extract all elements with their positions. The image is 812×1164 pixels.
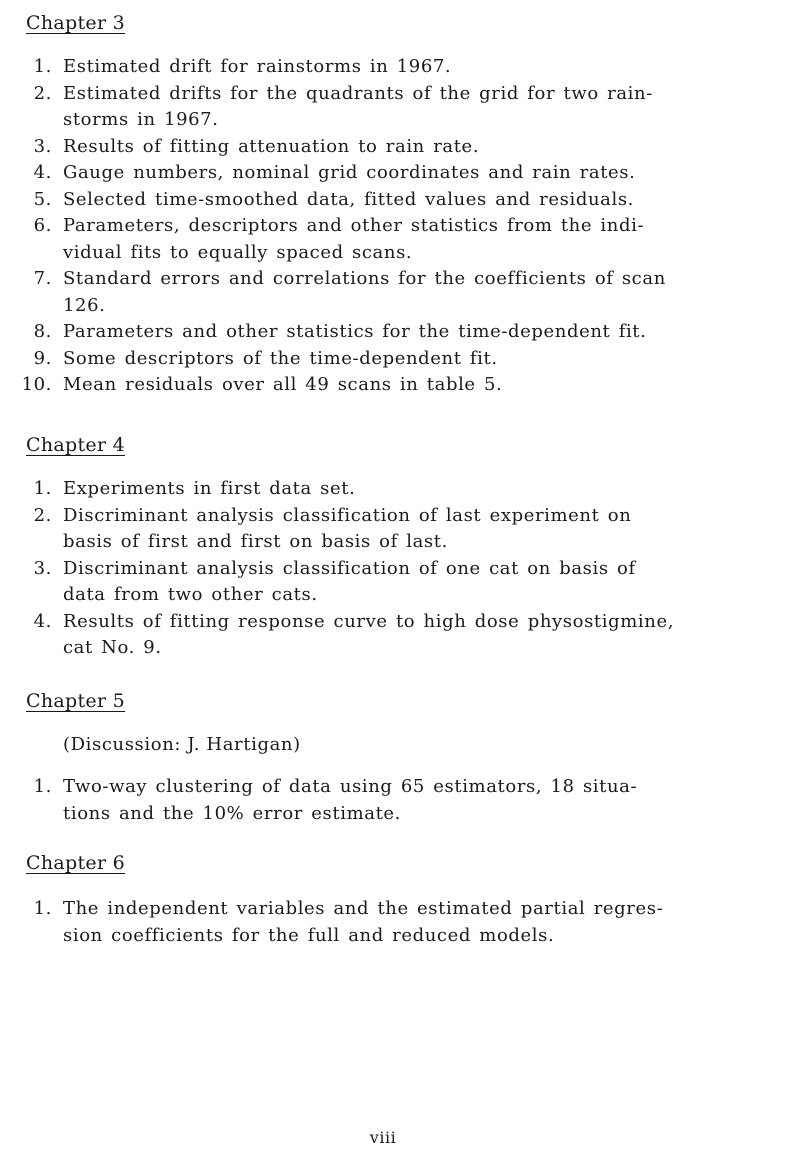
list-item — [0, 134, 812, 161]
item-text-line: Parameters and other statistics for the time-dependent fit. — [63, 321, 647, 342]
list-item — [0, 609, 812, 662]
item-text-line: Selected time-smoothed data, fitted values and residuals. — [63, 188, 634, 210]
item-text-line: storms in 1967. — [63, 109, 219, 130]
item-number: 8. — [33, 321, 52, 342]
item-number: 3. — [33, 557, 52, 579]
list-item — [0, 774, 812, 827]
list-item — [0, 556, 812, 609]
item-number: 1. — [33, 776, 52, 797]
list-item — [0, 372, 812, 399]
chapter-5-heading: Chapter 5 — [26, 690, 126, 712]
item-text-line: Parameters, descriptors and other statistics from the indi- — [63, 215, 645, 236]
list-item — [0, 476, 812, 503]
item-number: 10. — [21, 374, 52, 395]
item-number: 4. — [33, 162, 52, 183]
item-text-line: Results of fitting attenuation to rain rate. — [63, 135, 480, 157]
item-number: 6. — [33, 215, 52, 236]
item-text-line: 126. — [63, 294, 106, 316]
item-text-line: Experiments in first data set. — [63, 478, 356, 499]
item-number: 5. — [33, 188, 52, 210]
item-number: 7. — [33, 268, 52, 289]
item-number: 3. — [33, 135, 52, 157]
item-text-line: cat No. 9. — [63, 637, 162, 658]
item-number: 1. — [33, 56, 52, 77]
chapter-3-heading: Chapter 3 — [26, 12, 126, 34]
list-item — [0, 81, 812, 134]
item-text-line: Estimated drifts for the quadrants of the grid for two rain- — [63, 82, 653, 104]
list-item — [0, 266, 812, 319]
chapter-3-list — [0, 54, 812, 399]
list-item — [0, 54, 812, 81]
item-number: 1. — [33, 898, 52, 919]
list-item — [0, 503, 812, 556]
list-item — [0, 213, 812, 266]
chapter-4-heading: Chapter 4 — [26, 434, 126, 456]
item-text-line: Some descriptors of the time-dependent fit. — [63, 347, 498, 369]
list-item — [0, 187, 812, 214]
item-text-line: Two-way clustering of data using 65 estimators, 18 situa- — [63, 776, 638, 797]
page-number: viii — [369, 1128, 397, 1147]
item-text-line: Estimated drift for rainstorms in 1967. — [63, 56, 452, 77]
item-text-line: Results of fitting response curve to high dose physostigmine, — [63, 610, 675, 632]
chapter-6-heading: Chapter 6 — [26, 852, 126, 874]
list-item — [0, 319, 812, 346]
discussion-note: (Discussion: J. Hartigan) — [63, 734, 301, 755]
item-text-line: sion coefficients for the full and reduced models. — [63, 924, 555, 946]
item-number: 4. — [33, 610, 52, 632]
item-text-line: basis of first and first on basis of last. — [63, 531, 448, 552]
item-number: 2. — [33, 504, 52, 526]
chapter-5-list — [0, 774, 812, 827]
item-number: 1. — [33, 478, 52, 499]
item-text-line: Mean residuals over all 49 scans in table 5. — [63, 374, 503, 395]
item-number: 2. — [33, 82, 52, 104]
item-text-line: Standard errors and correlations for the coefficients of scan — [63, 268, 666, 289]
chapter-6-list — [0, 896, 812, 949]
item-text-line: tions and the 10% error estimate. — [63, 802, 401, 824]
item-text-line: Discriminant analysis classification of last experiment on — [63, 504, 632, 526]
item-text-line: data from two other cats. — [63, 584, 318, 605]
item-text-line: Discriminant analysis classification of one cat on basis of — [63, 557, 636, 579]
list-item — [0, 160, 812, 187]
item-text-line: The independent variables and the estimated partial regres- — [63, 898, 664, 919]
item-text-line: Gauge numbers, nominal grid coordinates and rain rates. — [63, 162, 636, 183]
list-item — [0, 346, 812, 373]
item-number: 9. — [33, 347, 52, 369]
chapter-4-list — [0, 476, 812, 662]
item-text-line: vidual fits to equally spaced scans. — [63, 241, 413, 263]
list-item — [0, 896, 812, 949]
